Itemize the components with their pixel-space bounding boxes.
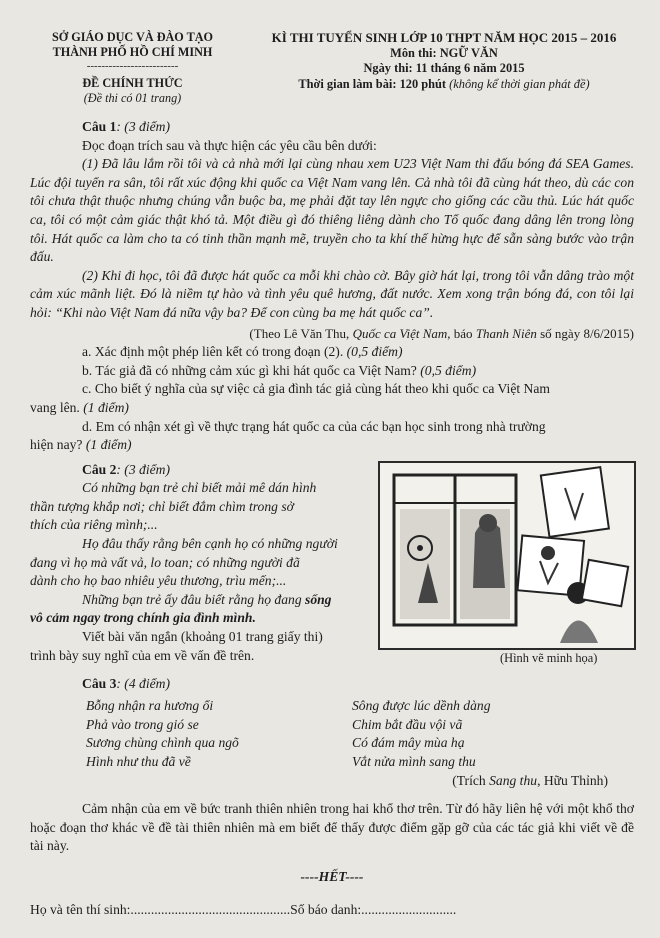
q1-item-a-points: (0,5 điểm) (343, 344, 403, 360)
poem-line: Bỗng nhận ra hương ổi (86, 698, 214, 714)
exam-date: Ngày thi: 11 tháng 6 năm 2015 (363, 61, 525, 76)
q1-label: Câu 1 (82, 119, 117, 134)
official-label: ĐỀ CHÍNH THỨC (82, 76, 183, 90)
q1-source-work: Quốc ca Việt Nam (352, 325, 448, 341)
q1-source-post: số ngày 8/6/2015) (536, 325, 634, 341)
q1-item-a (30, 343, 634, 362)
candidate-info (30, 901, 634, 920)
q2-label: Câu 2 (82, 461, 117, 477)
pages-note: (Đề thi có 01 trang) (83, 91, 182, 105)
duration-note: (không kể thời gian phát đề) (449, 76, 590, 91)
q1-item-b (30, 362, 634, 381)
q2-line-7a: Những bạn trẻ ấy đâu biết rằng họ đang (82, 591, 306, 607)
q1-item-b-points: (0,5 điểm) (416, 362, 477, 378)
q2-line: thần tượng khắp nơi; chỉ biết đắm chìm trong sở (30, 498, 294, 514)
q2-text (30, 461, 365, 666)
q2-line: dành cho họ bao nhiêu yêu thương, trìu mến;... (30, 573, 287, 589)
header-right (254, 30, 634, 106)
poem-line: Chim bắt đầu vội vã (352, 716, 463, 732)
q1-item-d-cont (30, 436, 634, 455)
q2-line: thích của riêng mình;... (30, 517, 158, 533)
poem-line: Vắt nửa mình sang thu (352, 754, 476, 770)
q3-label: Câu 3 (82, 675, 117, 691)
q1-paragraph-2-text: (2) Khi đi học, tôi đã được hát quốc ca mỗi khi chào cờ. Bây giờ hát lại, trong tôi vẫn dâng trào một cảm xúc mãnh liệt. Đó là niềm tự hào và tình yêu quê hương, đất nước. Xem xong trận bóng đá, con tôi lại hỏi: “Khi nào Việt Nam đá nữa vậy ba? Để con cùng ba mẹ hát quốc ca”. (30, 267, 634, 320)
duration-text: Thời gian làm bài: 120 phút (298, 76, 447, 91)
q1-points: : (3 điểm) (116, 119, 170, 134)
question-1-title (30, 118, 634, 137)
q3-points: : (4 điểm) (116, 675, 170, 691)
q2-line: đang vì họ mà vất vả, lo toan; có những người đã (30, 554, 300, 570)
q2-line: trình bày suy nghĩ của em về vấn đề trên. (30, 647, 255, 663)
poem-stanza-1 (30, 697, 352, 771)
q3-source-post: , Hữu Thỉnh) (537, 772, 608, 788)
poem-line: Hình như thu đã về (86, 754, 191, 770)
header (30, 30, 634, 106)
q1-source (30, 325, 634, 344)
exam-title: KÌ THI TUYỂN SINH LỚP 10 THPT NĂM HỌC 2015 – 2016 (271, 30, 617, 45)
q2-points: : (3 điểm) (116, 461, 170, 477)
poem-line: Có đám mây mùa hạ (352, 735, 465, 751)
department-line-1: SỞ GIÁO DỤC VÀ ĐÀO TẠO (51, 30, 214, 44)
question-2 (30, 461, 634, 671)
q1-item-d: d. Em có nhận xét gì về thực trạng hát quốc ca của các bạn học sinh trong nhà trường (82, 418, 546, 434)
subject: Môn thi: NGỮ VĂN (390, 45, 498, 60)
end-marker: ----HẾT---- (300, 869, 364, 885)
q1-item-c-cont (30, 399, 634, 418)
q1-item-c-points: (1 điểm) (79, 399, 129, 415)
q1-item-d-points: (1 điểm) (82, 437, 132, 453)
header-left (30, 30, 235, 106)
q1-item-c-cont-text: vang lên. (30, 399, 80, 415)
question-2-title (30, 461, 365, 480)
q1-item-d-cont-text: hiện nay? (30, 437, 83, 453)
poem-line: Sông được lúc dềnh dàng (352, 698, 491, 714)
illustration (378, 461, 636, 650)
q3-source-pre: (Trích (452, 772, 490, 788)
q3-source (30, 772, 634, 791)
q1-paragraph-2 (30, 267, 634, 323)
q2-line-7b: sống (305, 591, 332, 607)
q2-line: Có những bạn trẻ chỉ biết mải mê dán hình (82, 480, 317, 496)
poem-line: Phả vào trong gió se (86, 716, 199, 732)
q3-essay-text: Cảm nhận của em về bức tranh thiên nhiên trong hai khổ thơ trên. Từ đó hãy liên hệ với một khổ thơ hoặc đoạn thơ khác về đề tài thiên nhiên mà em biết để thấy được điểm gặp gỡ của các tác giả khi viết về đề tài này. (30, 801, 634, 854)
q2-line: Họ đâu thấy rằng bên cạnh họ có những người (82, 536, 338, 552)
q1-source-mid: , báo (447, 325, 476, 341)
candidate-id-field: Số báo danh:............................ (290, 901, 457, 917)
q1-source-pre: (Theo Lê Văn Thu, (249, 325, 353, 341)
q2-line: vô cảm ngay trong chính gia đình mình. (30, 610, 256, 626)
department-line-2: THÀNH PHỐ HỒ CHÍ MINH (52, 45, 213, 59)
q3-poem (30, 697, 634, 771)
q1-source-paper: Thanh Niên (475, 325, 537, 341)
illustration-caption: (Hình vẽ minh họa) (500, 650, 598, 665)
header-divider: ------------------------- (86, 60, 179, 72)
q1-item-b-text: b. Tác giả đã có những cảm xúc gì khi hát quốc ca Việt Nam? (82, 362, 417, 378)
q1-instruction: Đọc đoạn trích sau và thực hiện các yêu cầu bên dưới: (82, 137, 377, 153)
q2-line (30, 591, 365, 610)
q2-line: Viết bài văn ngắn (khoảng 01 trang giấy thi) (82, 629, 323, 645)
question-3-title (30, 675, 634, 694)
q3-essay-prompt (30, 800, 634, 856)
q1-paragraph-1-text: (1) Đã lâu lắm rồi tôi và cả nhà mới lại cùng nhau xem U23 Việt Nam thi đấu bóng đá SEA Games. Lúc đội tuyển ra sân, tôi rất xúc động khi quốc ca Việt Nam vang lên. Cả nhà tôi đã cùng hát theo, dù các con tôi chưa thật thuộc nhưng chúng vẫn buộc ba, mẹ phải đặt tay lên ngực cho giống các cầu thủ. Lúc hát quốc ca, tôi có một cảm giác thật khó tả. Một điều gì đó thiêng liêng dành cho Tổ quốc đang dâng lên trong lòng tôi. Hát quốc ca làm cho ta có tinh thần mạnh mẽ, truyền cho ta khí thế hừng hực để sẵn sàng bước vào trận đấu. (30, 156, 634, 265)
candidate-name-field: Họ và tên thí sinh:............................................... (30, 901, 291, 917)
duration (254, 77, 634, 93)
q3-source-work: Sang thu (489, 772, 538, 788)
poem-stanza-2 (352, 697, 491, 771)
q1-paragraph-1 (30, 155, 634, 267)
q1-item-c: c. Cho biết ý nghĩa của sự việc cả gia đình tác giả cùng hát theo khi quốc ca Việt Nam (82, 381, 550, 397)
illustration-drawing (380, 463, 634, 648)
q1-item-a-text: a. Xác định một phép liên kết có trong đoạn (2). (82, 344, 344, 360)
poem-line: Sương chùng chình qua ngõ (86, 735, 239, 751)
